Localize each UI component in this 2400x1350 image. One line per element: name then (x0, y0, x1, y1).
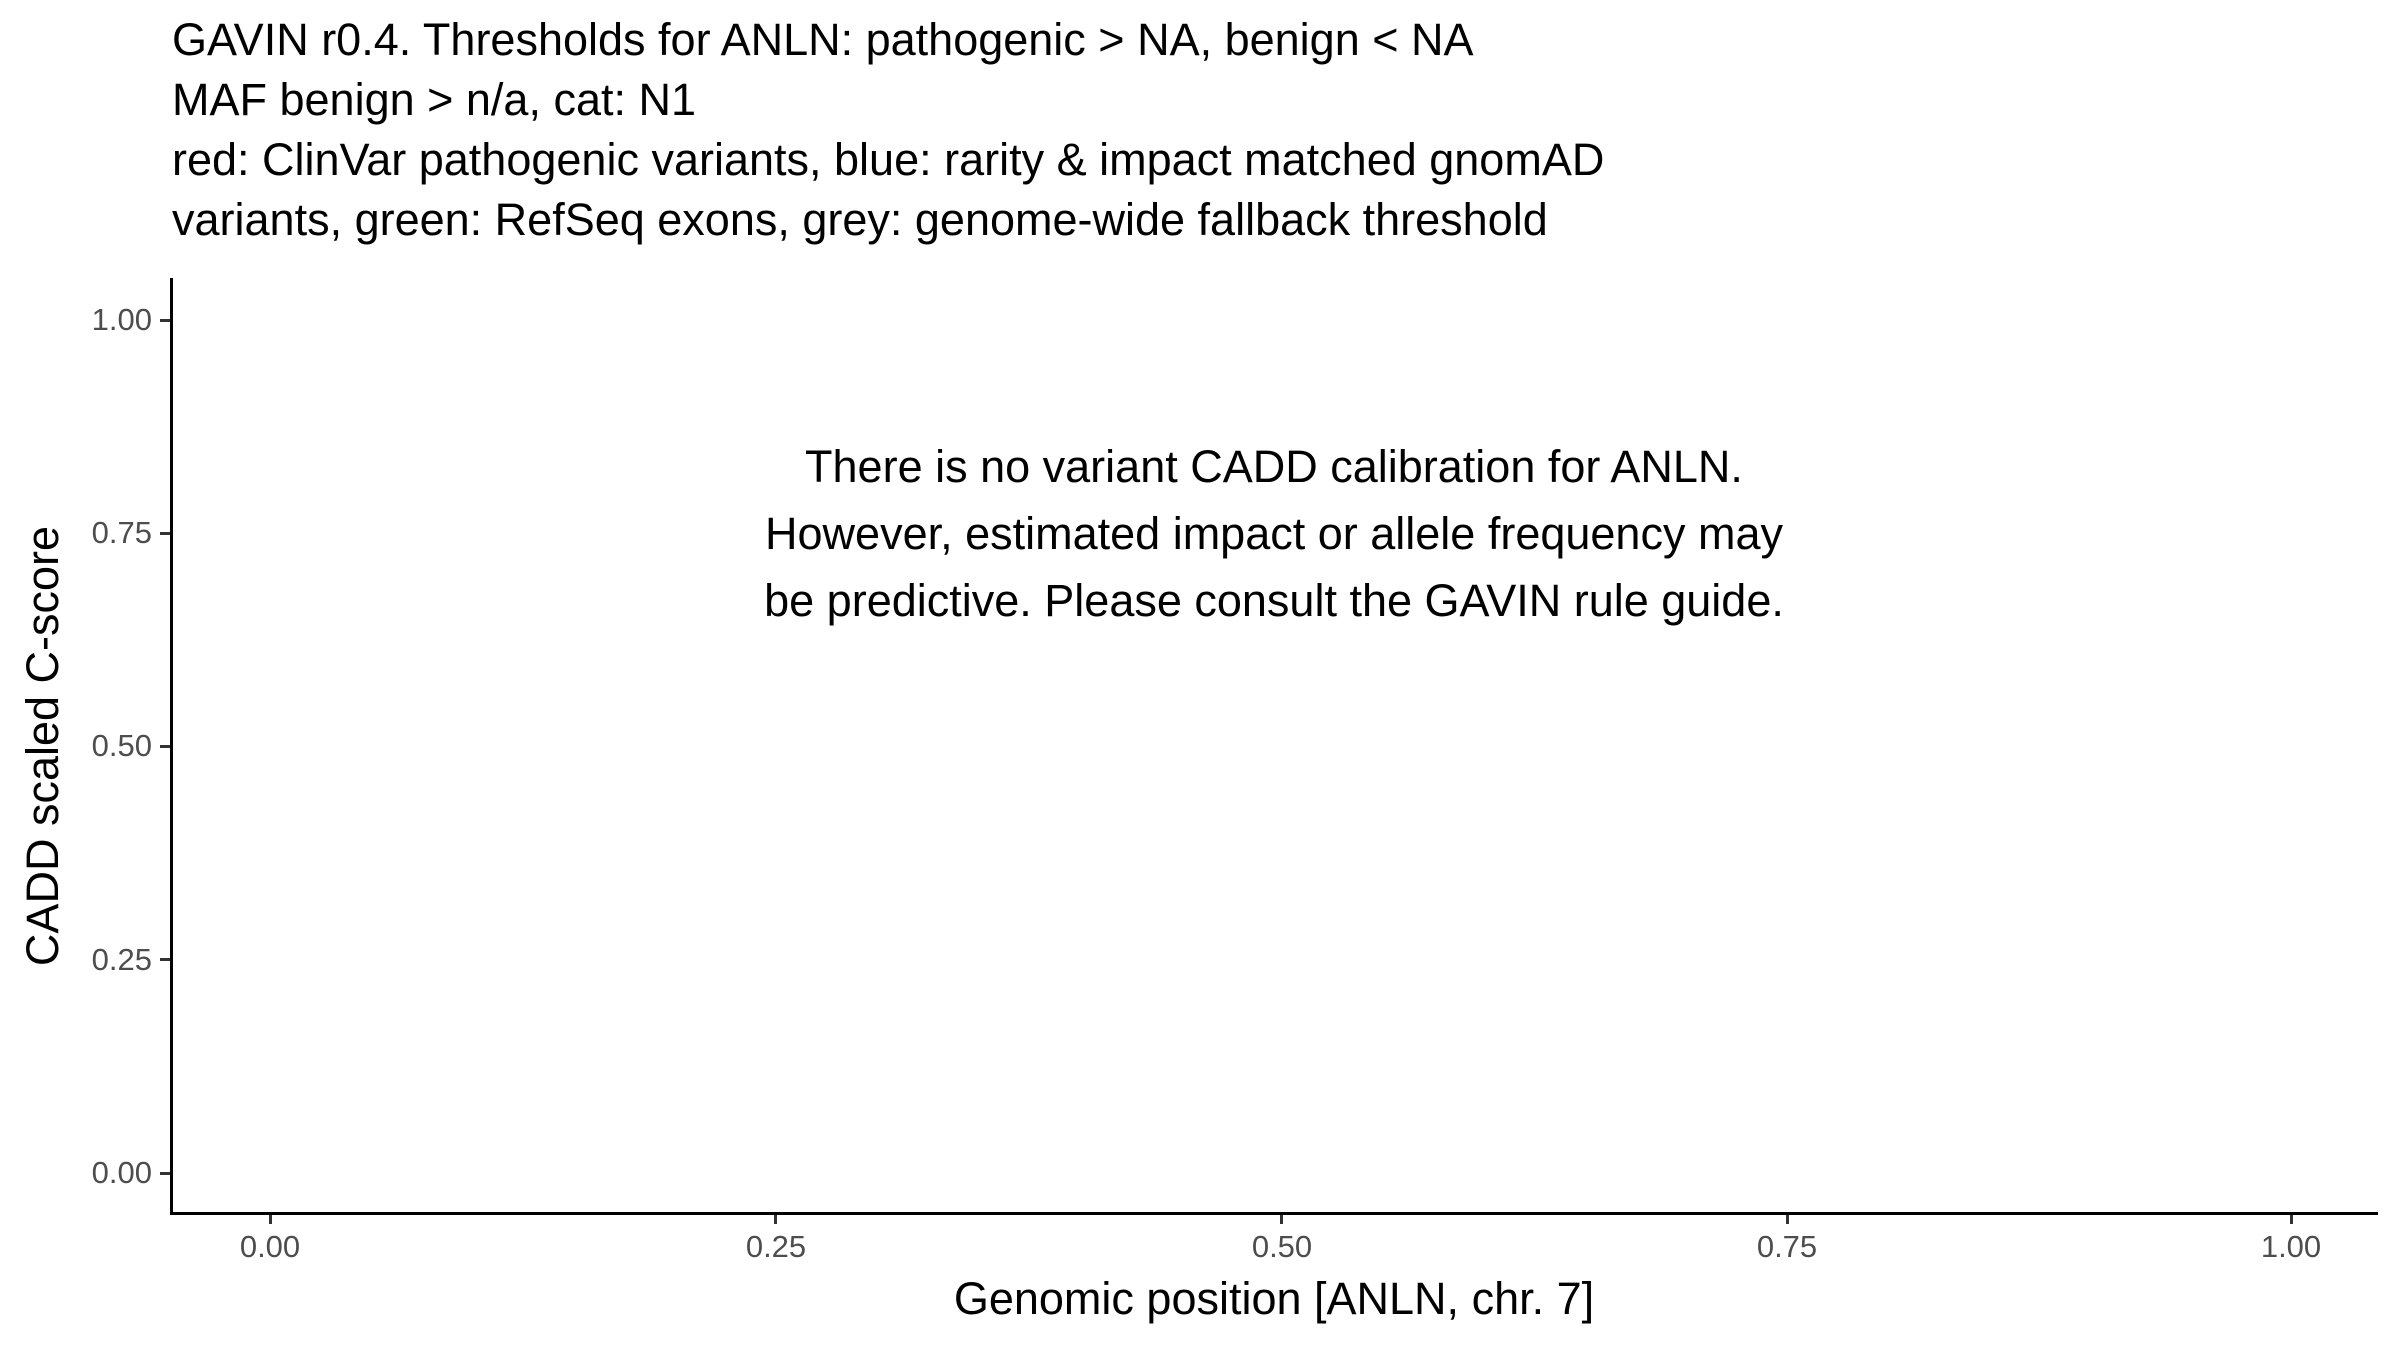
y-tick-label: 0.50 (91, 728, 152, 763)
y-tick-label: 0.75 (91, 515, 152, 550)
x-tick-mark (1280, 1215, 1283, 1224)
y-tick-label: 1.00 (91, 302, 152, 337)
y-tick-label: 0.00 (91, 1155, 152, 1190)
y-tick-label: 0.25 (91, 942, 152, 977)
x-tick-label: 0.75 (1756, 1229, 1818, 1264)
y-tick-mark (160, 1172, 170, 1175)
x-tick-mark (2290, 1215, 2293, 1224)
chart-title-line: red: ClinVar pathogenic variants, blue: rarity & impact matched gnomAD (172, 134, 1605, 185)
chart-title (172, 10, 1604, 250)
annotation-line: However, estimated impact or allele frequency may (765, 508, 1783, 559)
x-axis-title: Genomic position [ANLN, chr. 7] (953, 1273, 1595, 1324)
x-tick-label: 0.25 (745, 1229, 807, 1264)
chart-title-line: GAVIN r0.4. Thresholds for ANLN: pathogenic > NA, benign < NA (172, 14, 1474, 65)
x-tick-label: 0.50 (1251, 1229, 1313, 1264)
y-tick-mark (160, 958, 170, 961)
annotation-line: be predictive. Please consult the GAVIN rule guide. (764, 575, 1784, 626)
plot-panel (170, 278, 2378, 1215)
y-axis-title: CADD scaled C-score (17, 525, 68, 967)
y-tick-mark (160, 319, 170, 322)
annotation-line: There is no variant CADD calibration for ANLN. (805, 441, 1743, 492)
no-calibration-annotation (170, 433, 2378, 634)
chart-title-line: MAF benign > n/a, cat: N1 (172, 74, 697, 125)
y-tick-mark (160, 532, 170, 535)
chart-title-line: variants, green: RefSeq exons, grey: genome-wide fallback threshold (172, 194, 1548, 245)
x-tick-mark (1786, 1215, 1789, 1224)
x-tick-label: 1.00 (2260, 1229, 2322, 1264)
x-tick-mark (774, 1215, 777, 1224)
x-tick-label: 0.00 (239, 1229, 301, 1264)
x-tick-mark (269, 1215, 272, 1224)
y-tick-mark (160, 745, 170, 748)
